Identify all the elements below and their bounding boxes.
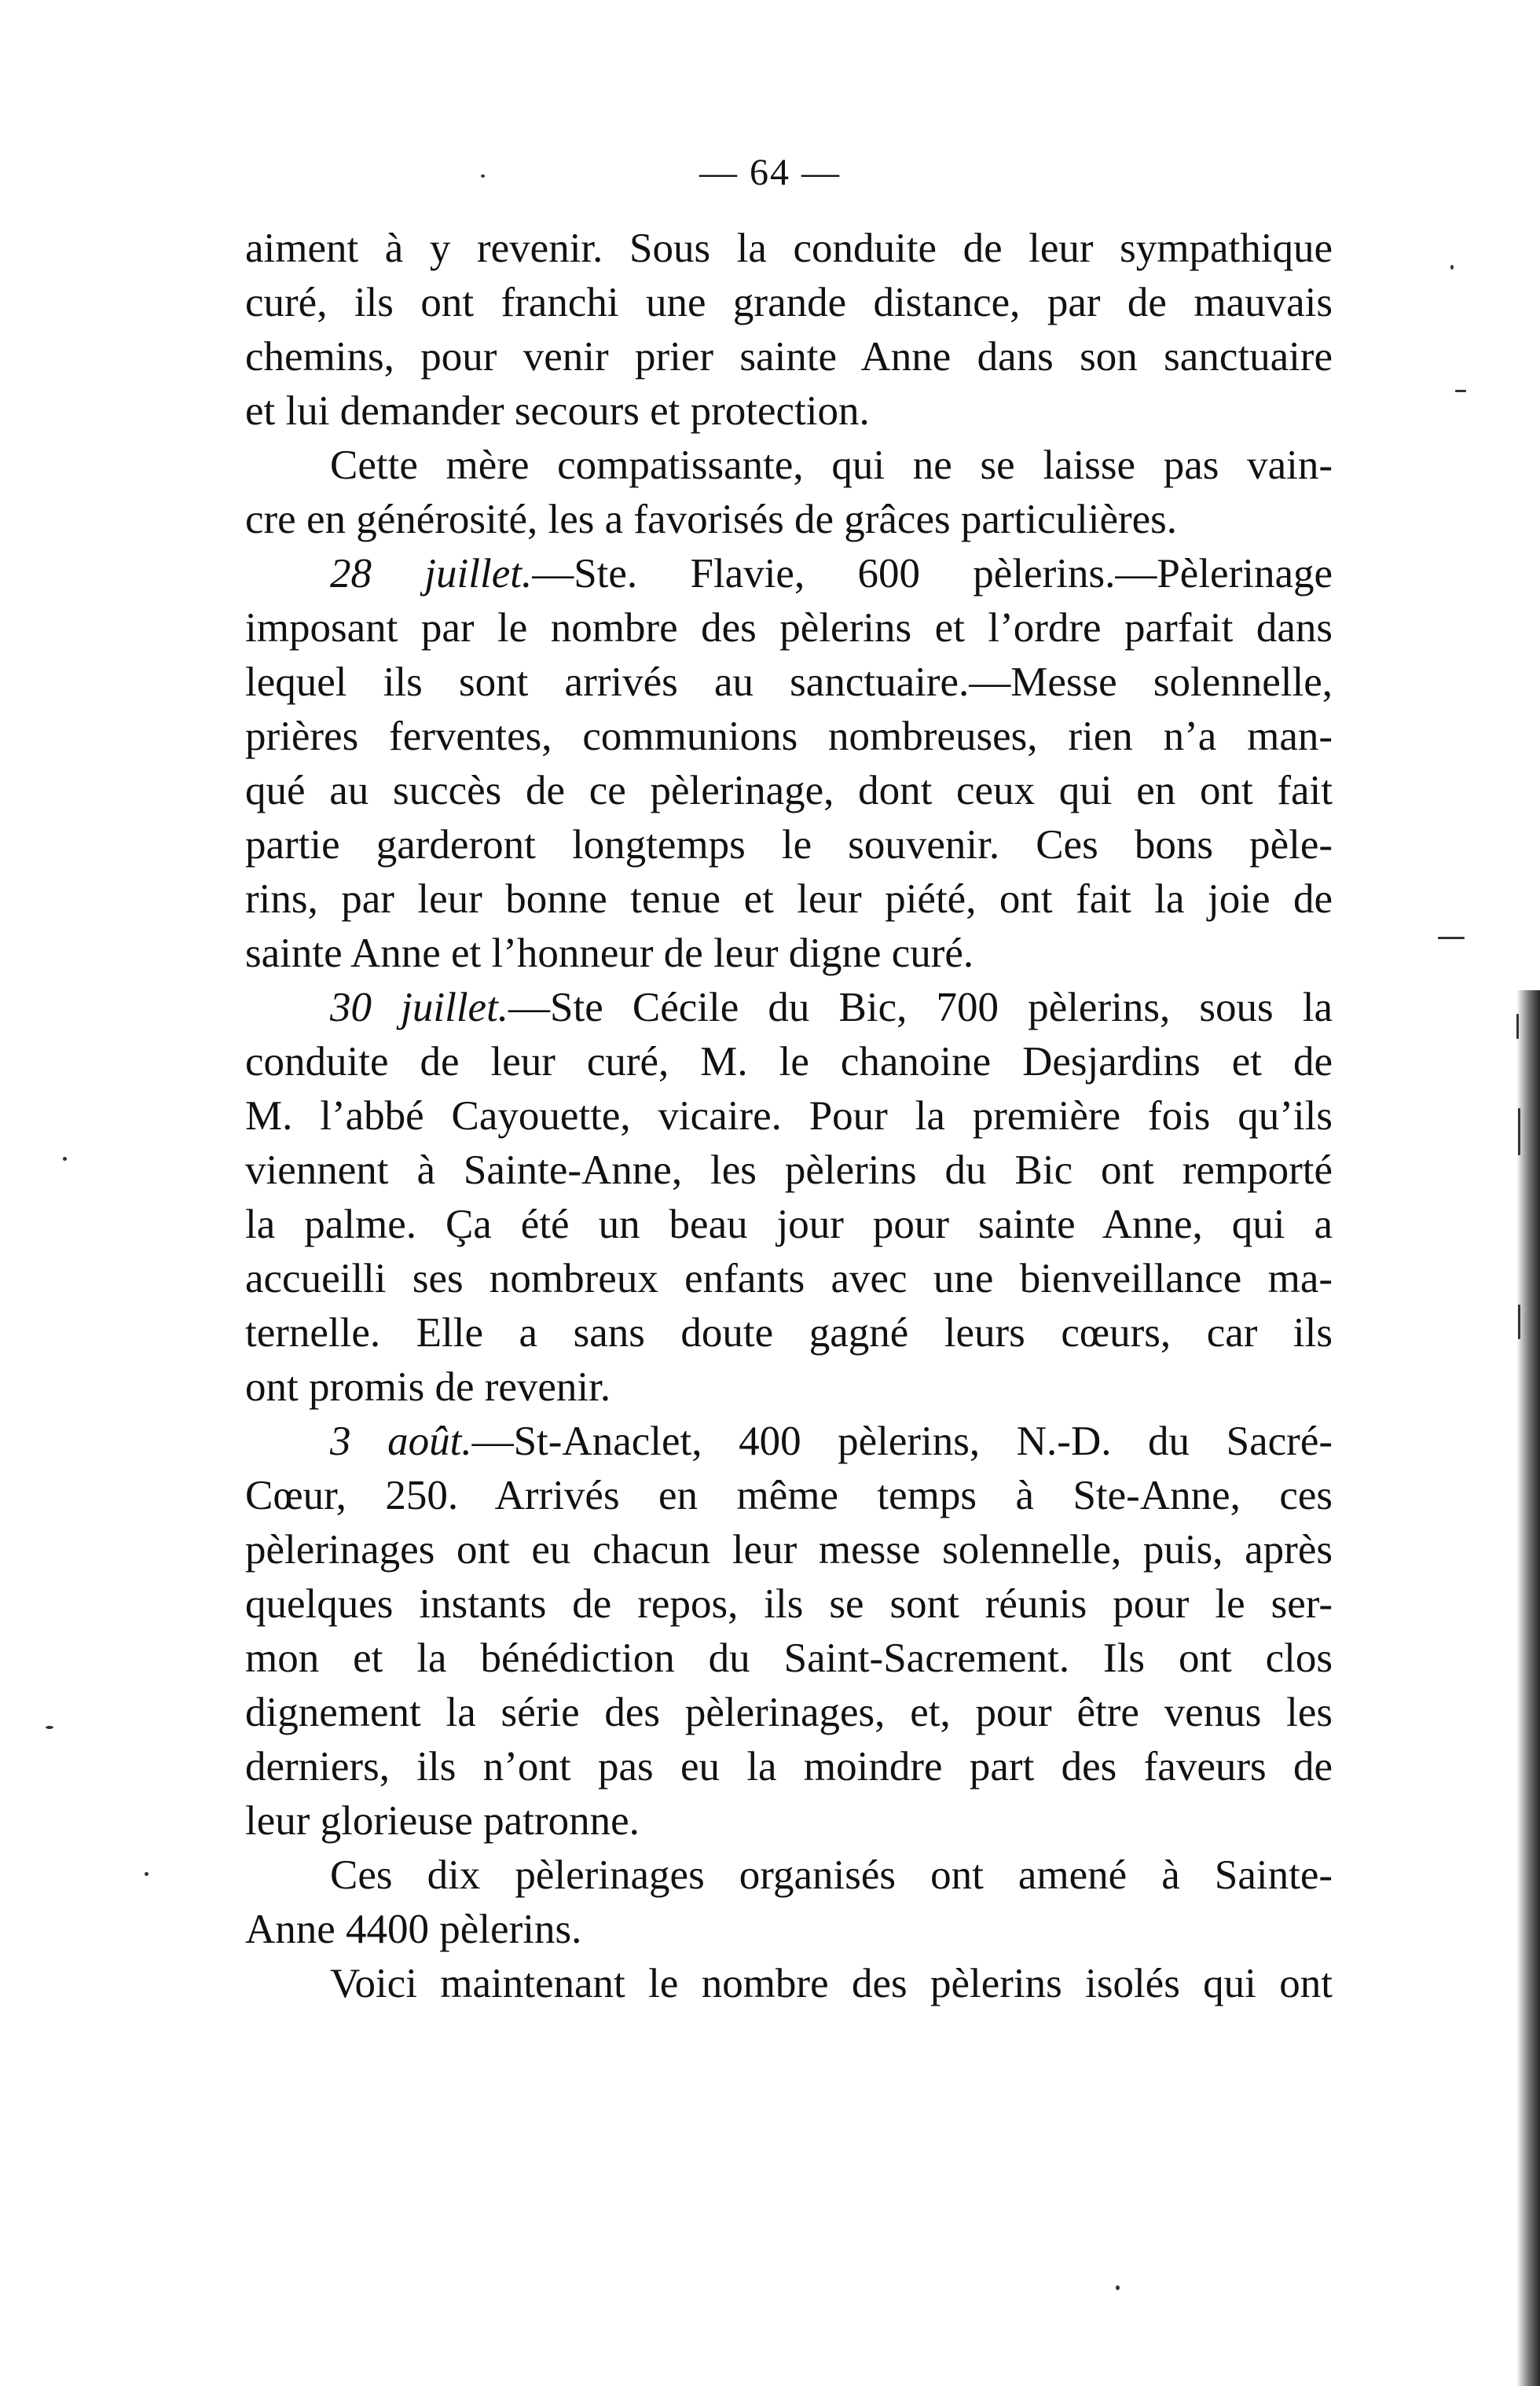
text-line: curé, ils ont franchi une grande distance, par de mauvais (245, 280, 1333, 325)
text-line (245, 547, 1333, 601)
scan-speck (63, 1157, 67, 1161)
entry-date: 3 août. (330, 1419, 472, 1464)
scan-speck (1455, 390, 1466, 392)
page-number: — 64 — (699, 152, 841, 193)
text-line: accueilli ses nombreux enfants avec une bienveillance ma- (245, 1256, 1333, 1301)
text-line (245, 1415, 1333, 1469)
paragraph (245, 439, 1333, 547)
text-line: aiment à y revenir. Sous la conduite de leur sympathique (245, 226, 1333, 271)
body-text (245, 222, 1333, 2011)
text-segment: —St-Anaclet, 400 pèlerins, N.-D. du Sacré- (471, 1419, 1333, 1464)
text-line: chemins, pour venir prier sainte Anne dans son sanctuaire (245, 334, 1333, 380)
entry-date: 30 juillet. (330, 985, 509, 1030)
scan-speck (481, 174, 485, 178)
paragraph (245, 1415, 1333, 1848)
scan-speck (1516, 1014, 1519, 1039)
text-line: rins, par leur bonne tenue et leur piété, ont fait la joie de (245, 876, 1333, 922)
text-line: imposant par le nombre des pèlerins et l’ordre parfait dans (245, 605, 1333, 651)
text-line: sainte Anne et l’honneur de leur digne curé. (245, 931, 974, 976)
text-line: conduite de leur curé, M. le chanoine Desjardins et de (245, 1039, 1333, 1085)
text-line: leur glorieuse patronne. (245, 1798, 640, 1844)
text-line: prières ferventes, communions nombreuses, rien n’a man- (245, 714, 1333, 759)
scan-speck (46, 1726, 53, 1729)
text-line: Cœur, 250. Arrivés en même temps à Ste-Anne, ces (245, 1473, 1333, 1518)
text-line: et lui demander secours et protection. (245, 388, 870, 434)
paragraph (245, 547, 1333, 981)
text-line (245, 981, 1333, 1035)
text-segment: —Ste. Flavie, 600 pèlerins.—Pèlerinage (532, 551, 1333, 596)
text-line: viennent à Sainte-Anne, les pèlerins du Bic ont remporté (245, 1147, 1333, 1193)
text-line: partie garderont longtemps le souvenir. Ces bons pèle- (245, 822, 1333, 868)
scan-speck (145, 1872, 148, 1876)
text-line: cre en générosité, les a favorisés de grâces particulières. (245, 497, 1178, 542)
text-line: M. l’abbé Cayouette, vicaire. Pour la première fois qu’ils (245, 1093, 1333, 1139)
entry-date: 28 juillet. (330, 551, 533, 596)
text-line: Ces dix pèlerinages organisés ont amené à Sainte- (330, 1852, 1333, 1898)
text-line: Anne 4400 pèlerins. (245, 1907, 582, 1952)
text-line: Voici maintenant le nombre des pèlerins isolés qui ont (330, 1961, 1333, 2006)
text-line: qué au succès de ce pèlerinage, dont ceux qui en ont fait (245, 768, 1333, 813)
text-line: mon et la bénédiction du Saint-Sacrement. Ils ont clos (245, 1635, 1333, 1681)
text-line: ont promis de revenir. (245, 1364, 611, 1410)
text-line: derniers, ils n’ont pas eu la moindre part des faveurs de (245, 1744, 1333, 1790)
paragraph (245, 1957, 1333, 2011)
text-line: Cette mère compatissante, qui ne se laisse pas vain- (330, 442, 1333, 488)
text-line: quelques instants de repos, ils se sont réunis pour le ser- (245, 1581, 1333, 1627)
text-line: dignement la série des pèlerinages, et, pour être venus les (245, 1690, 1333, 1735)
text-segment: —Ste Cécile du Bic, 700 pèlerins, sous la (508, 985, 1333, 1030)
text-line: ternelle. Elle a sans doute gagné leurs cœurs, car ils (245, 1310, 1333, 1356)
binding-shadow (1516, 990, 1540, 2386)
text-line: pèlerinages ont eu chacun leur messe solennelle, puis, après (245, 1527, 1333, 1573)
scan-speck (1438, 937, 1465, 939)
scan-speck (1518, 1305, 1520, 1339)
paragraph (245, 981, 1333, 1415)
paragraph (245, 222, 1333, 439)
scan-speck (1518, 1108, 1520, 1155)
text-line: la palme. Ça été un beau jour pour sainte Anne, qui a (245, 1202, 1333, 1247)
scan-speck (1450, 265, 1454, 270)
text-line: lequel ils sont arrivés au sanctuaire.—Messe solennelle, (245, 659, 1333, 705)
paragraph (245, 1848, 1333, 1957)
scan-speck (1116, 2285, 1120, 2290)
